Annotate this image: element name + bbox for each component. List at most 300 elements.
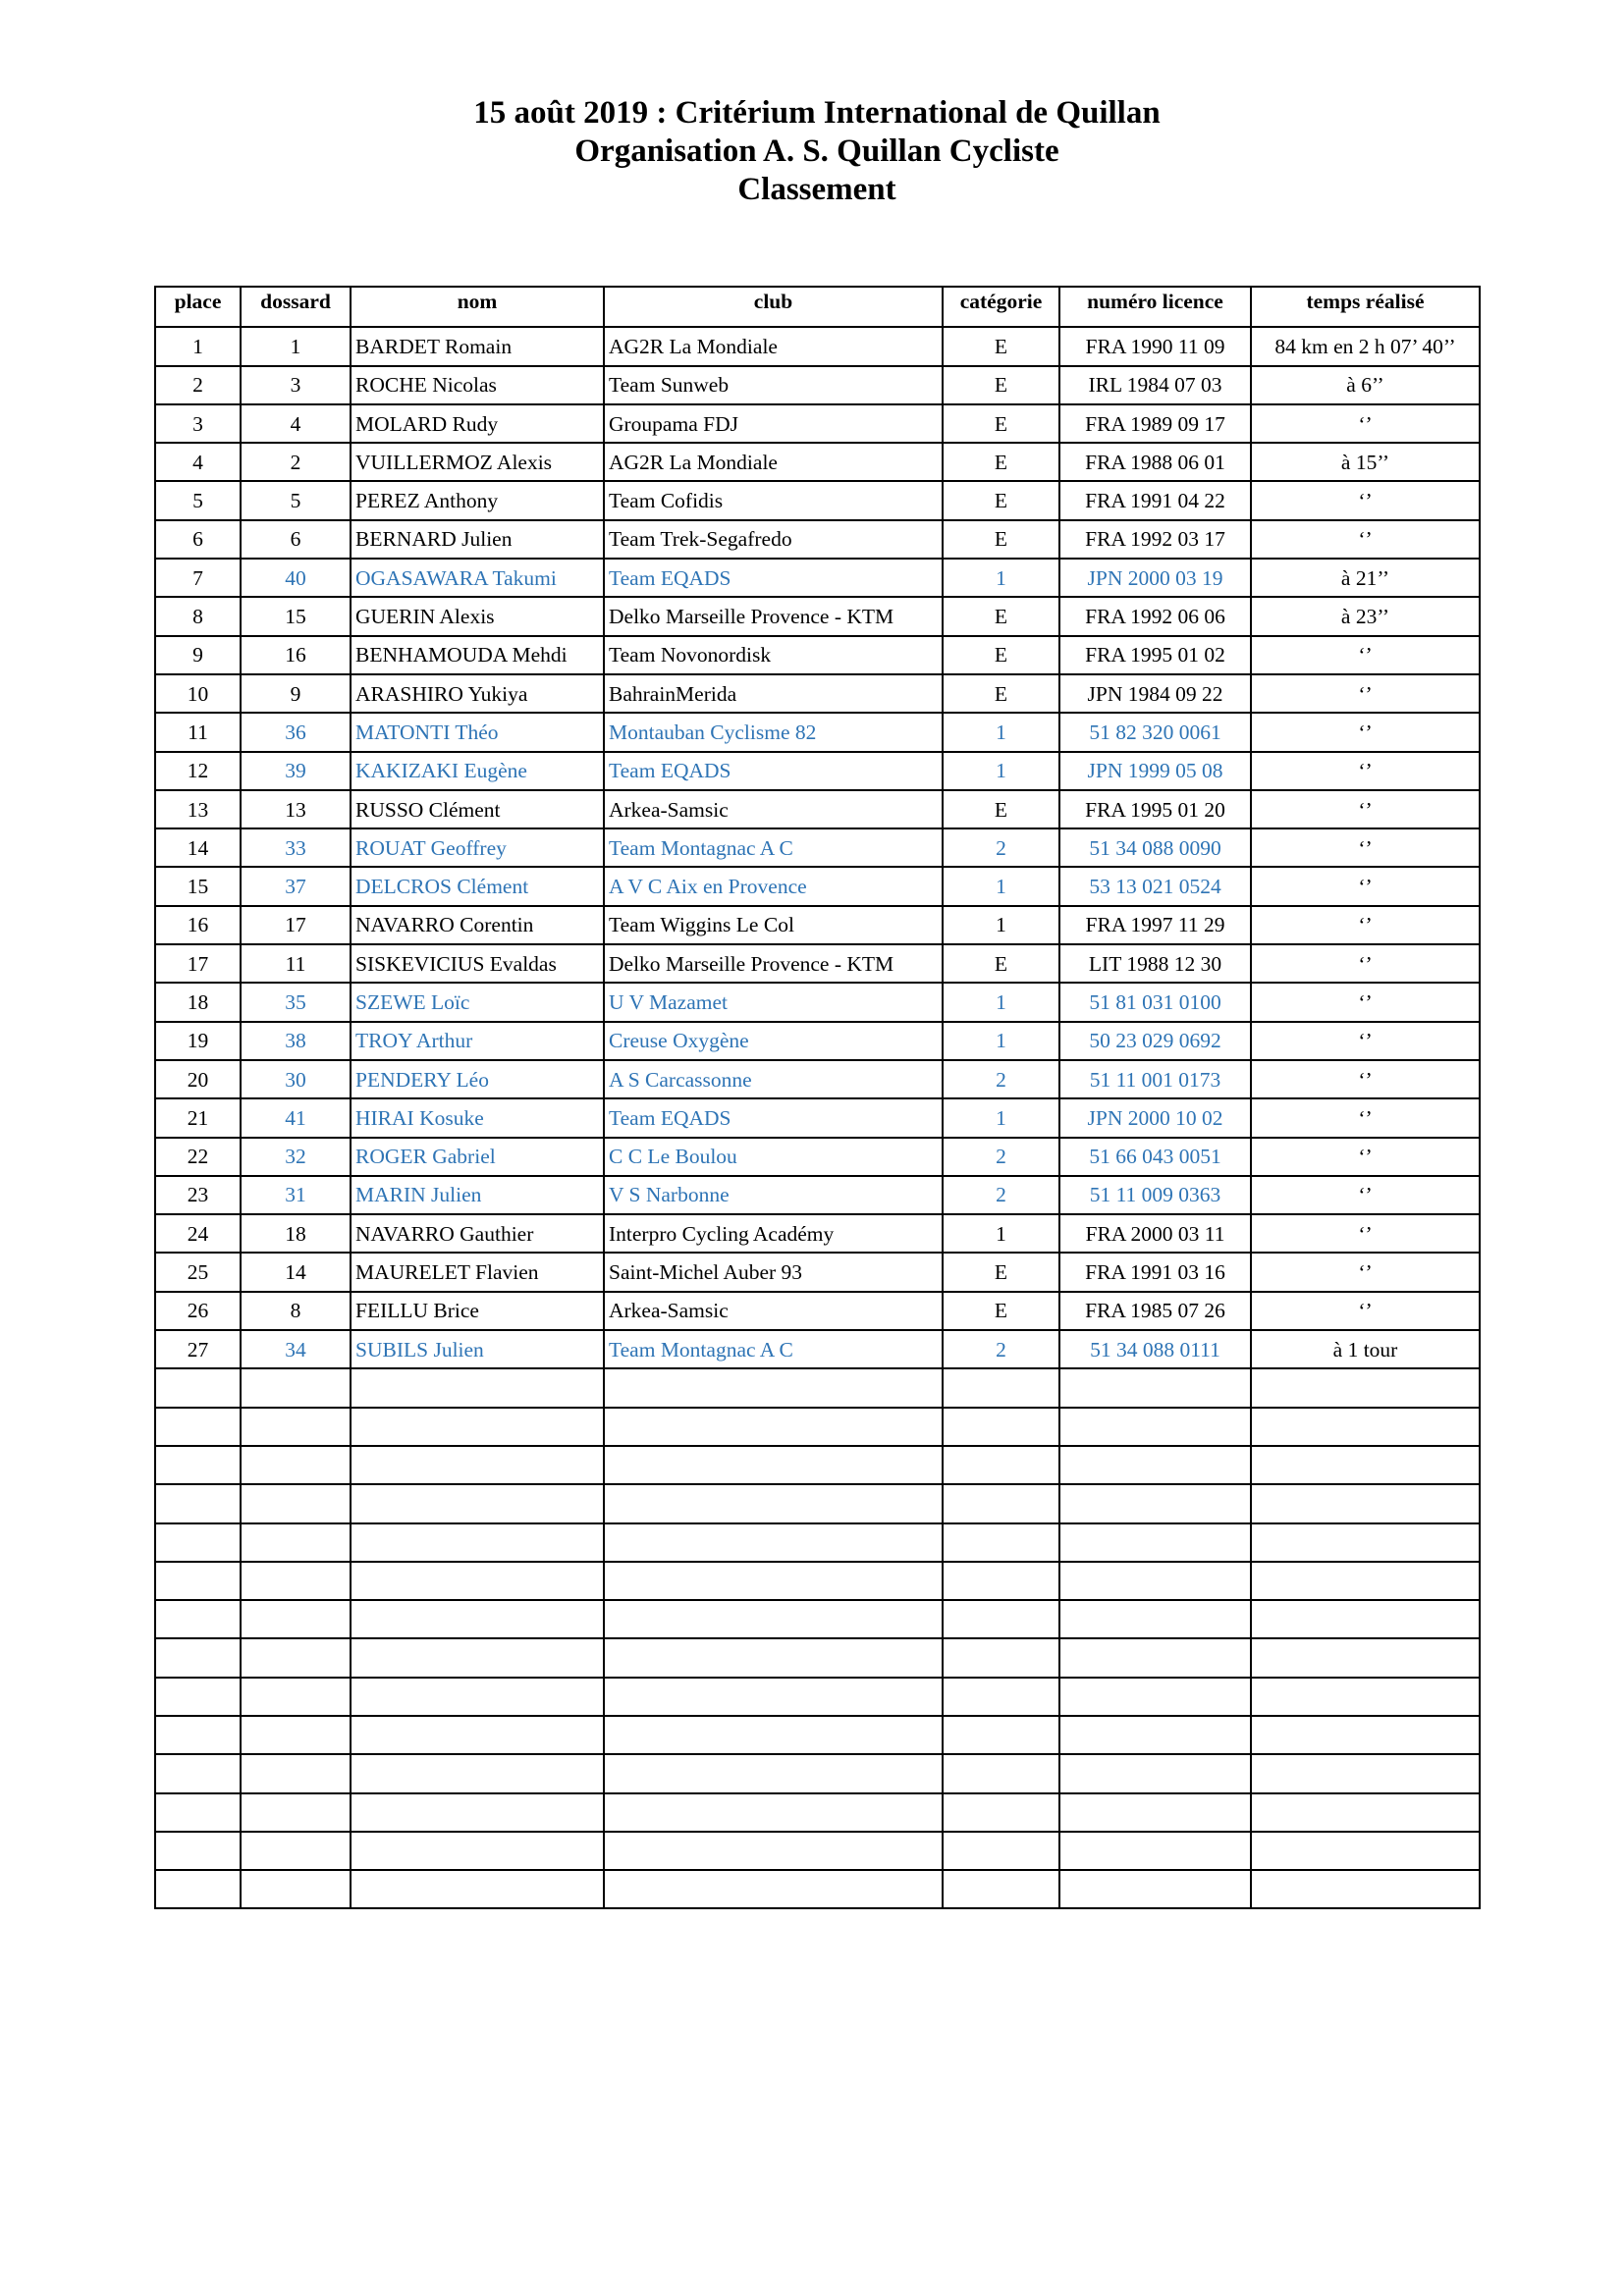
time-cell: ‘’ xyxy=(1251,674,1480,713)
club-cell: AG2R La Mondiale xyxy=(604,327,943,365)
empty-cell xyxy=(155,1870,241,1908)
dossard-cell: 41 xyxy=(241,1098,351,1137)
empty-row xyxy=(155,1870,1480,1908)
empty-cell xyxy=(155,1408,241,1446)
dossard-cell: 35 xyxy=(241,983,351,1021)
time-cell: ‘’ xyxy=(1251,636,1480,674)
time-cell: à 1 tour xyxy=(1251,1330,1480,1368)
time-cell: ‘’ xyxy=(1251,1253,1480,1291)
dossard-cell: 1 xyxy=(241,327,351,365)
rider-name-cell: MATONTI Théo xyxy=(351,713,604,751)
empty-cell xyxy=(155,1562,241,1600)
empty-cell xyxy=(1251,1678,1480,1716)
licence-cell: IRL 1984 07 03 xyxy=(1059,366,1251,404)
event-title: 15 août 2019 : Critérium International de Quillan xyxy=(473,95,1161,131)
empty-cell xyxy=(351,1562,604,1600)
place-cell: 1 xyxy=(155,327,241,365)
dossard-cell: 18 xyxy=(241,1214,351,1253)
empty-cell xyxy=(943,1446,1059,1484)
empty-row xyxy=(155,1446,1480,1484)
place-cell: 22 xyxy=(155,1138,241,1176)
table-row xyxy=(155,1176,1480,1214)
category-cell: E xyxy=(943,520,1059,559)
place-cell: 26 xyxy=(155,1292,241,1330)
empty-cell xyxy=(351,1678,604,1716)
empty-row xyxy=(155,1562,1480,1600)
rider-name-cell: ROGER Gabriel xyxy=(351,1138,604,1176)
licence-cell: 51 34 088 0090 xyxy=(1059,828,1251,867)
rider-name-cell: NAVARRO Corentin xyxy=(351,906,604,944)
table-row xyxy=(155,366,1480,404)
empty-cell xyxy=(351,1754,604,1792)
rider-name-cell: DELCROS Clément xyxy=(351,867,604,905)
rider-name-cell: OGASAWARA Takumi xyxy=(351,559,604,597)
empty-cell xyxy=(1059,1832,1251,1870)
table-row xyxy=(155,674,1480,713)
empty-cell xyxy=(1251,1870,1480,1908)
place-cell: 6 xyxy=(155,520,241,559)
empty-cell xyxy=(241,1562,351,1600)
rider-name-cell: ROUAT Geoffrey xyxy=(351,828,604,867)
club-cell: Interpro Cycling Académy xyxy=(604,1214,943,1253)
rider-name-cell: NAVARRO Gauthier xyxy=(351,1214,604,1253)
category-cell: E xyxy=(943,404,1059,443)
empty-cell xyxy=(155,1832,241,1870)
dossard-cell: 37 xyxy=(241,867,351,905)
place-cell: 17 xyxy=(155,944,241,983)
table-row xyxy=(155,944,1480,983)
licence-cell: 53 13 021 0524 xyxy=(1059,867,1251,905)
empty-cell xyxy=(604,1832,943,1870)
empty-cell xyxy=(943,1408,1059,1446)
time-cell: ‘’ xyxy=(1251,481,1480,519)
dossard-cell: 32 xyxy=(241,1138,351,1176)
licence-cell: LIT 1988 12 30 xyxy=(1059,944,1251,983)
table-row xyxy=(155,443,1480,481)
category-cell: E xyxy=(943,674,1059,713)
empty-cell xyxy=(943,1754,1059,1792)
club-cell: Montauban Cyclisme 82 xyxy=(604,713,943,751)
rider-name-cell: MAURELET Flavien xyxy=(351,1253,604,1291)
empty-cell xyxy=(1059,1408,1251,1446)
category-cell: 2 xyxy=(943,1138,1059,1176)
table-row xyxy=(155,1138,1480,1176)
col-header-place: place xyxy=(155,287,241,327)
empty-cell xyxy=(943,1562,1059,1600)
table-row xyxy=(155,752,1480,790)
results-table xyxy=(154,286,1481,1909)
dossard-cell: 38 xyxy=(241,1022,351,1060)
empty-cell xyxy=(604,1600,943,1638)
time-cell: ‘’ xyxy=(1251,790,1480,828)
table-row xyxy=(155,790,1480,828)
empty-row xyxy=(155,1408,1480,1446)
empty-row xyxy=(155,1832,1480,1870)
club-cell: Saint-Michel Auber 93 xyxy=(604,1253,943,1291)
empty-cell xyxy=(351,1368,604,1407)
empty-cell xyxy=(1059,1678,1251,1716)
time-cell: ‘’ xyxy=(1251,1098,1480,1137)
empty-cell xyxy=(155,1678,241,1716)
empty-cell xyxy=(943,1368,1059,1407)
place-cell: 23 xyxy=(155,1176,241,1214)
category-cell: 1 xyxy=(943,713,1059,751)
time-cell: ‘’ xyxy=(1251,1176,1480,1214)
club-cell: Delko Marseille Provence - KTM xyxy=(604,944,943,983)
rider-name-cell: FEILLU Brice xyxy=(351,1292,604,1330)
empty-cell xyxy=(241,1793,351,1832)
empty-cell xyxy=(351,1600,604,1638)
header-row xyxy=(155,287,1480,327)
time-cell: à 23’’ xyxy=(1251,597,1480,635)
licence-cell: JPN 1984 09 22 xyxy=(1059,674,1251,713)
club-cell: AG2R La Mondiale xyxy=(604,443,943,481)
place-cell: 7 xyxy=(155,559,241,597)
empty-cell xyxy=(241,1754,351,1792)
place-cell: 14 xyxy=(155,828,241,867)
club-cell: Arkea-Samsic xyxy=(604,790,943,828)
place-cell: 18 xyxy=(155,983,241,1021)
dossard-cell: 30 xyxy=(241,1060,351,1098)
time-cell: ‘’ xyxy=(1251,906,1480,944)
empty-cell xyxy=(604,1793,943,1832)
place-cell: 8 xyxy=(155,597,241,635)
licence-cell: 51 11 009 0363 xyxy=(1059,1176,1251,1214)
empty-row xyxy=(155,1523,1480,1562)
place-cell: 2 xyxy=(155,366,241,404)
table-row xyxy=(155,867,1480,905)
licence-cell: 51 66 043 0051 xyxy=(1059,1138,1251,1176)
dossard-cell: 9 xyxy=(241,674,351,713)
dossard-cell: 2 xyxy=(241,443,351,481)
time-cell: ‘’ xyxy=(1251,944,1480,983)
club-cell: A V C Aix en Provence xyxy=(604,867,943,905)
empty-cell xyxy=(241,1678,351,1716)
empty-cell xyxy=(351,1446,604,1484)
col-header-categorie: catégorie xyxy=(943,287,1059,327)
empty-cell xyxy=(1251,1446,1480,1484)
empty-cell xyxy=(604,1446,943,1484)
time-cell: ‘’ xyxy=(1251,828,1480,867)
category-cell: 2 xyxy=(943,1330,1059,1368)
empty-cell xyxy=(351,1523,604,1562)
empty-cell xyxy=(155,1446,241,1484)
rider-name-cell: SISKEVICIUS Evaldas xyxy=(351,944,604,983)
empty-cell xyxy=(155,1600,241,1638)
category-cell: 2 xyxy=(943,1176,1059,1214)
empty-cell xyxy=(1251,1793,1480,1832)
empty-cell xyxy=(943,1600,1059,1638)
empty-cell xyxy=(1059,1870,1251,1908)
place-cell: 5 xyxy=(155,481,241,519)
category-cell: 1 xyxy=(943,983,1059,1021)
empty-row xyxy=(155,1368,1480,1407)
club-cell: Creuse Oxygène xyxy=(604,1022,943,1060)
empty-cell xyxy=(351,1408,604,1446)
empty-cell xyxy=(155,1716,241,1754)
place-cell: 15 xyxy=(155,867,241,905)
dossard-cell: 36 xyxy=(241,713,351,751)
empty-cell xyxy=(241,1523,351,1562)
empty-row xyxy=(155,1600,1480,1638)
empty-cell xyxy=(604,1716,943,1754)
table-row xyxy=(155,1292,1480,1330)
dossard-cell: 13 xyxy=(241,790,351,828)
time-cell: 84 km en 2 h 07’ 40’’ xyxy=(1251,327,1480,365)
category-cell: E xyxy=(943,944,1059,983)
place-cell: 11 xyxy=(155,713,241,751)
rider-name-cell: RUSSO Clément xyxy=(351,790,604,828)
club-cell: BahrainMerida xyxy=(604,674,943,713)
dossard-cell: 40 xyxy=(241,559,351,597)
col-header-nom: nom xyxy=(351,287,604,327)
rider-name-cell: PENDERY Léo xyxy=(351,1060,604,1098)
category-cell: 1 xyxy=(943,752,1059,790)
category-cell: E xyxy=(943,481,1059,519)
place-cell: 4 xyxy=(155,443,241,481)
club-cell: Team Novonordisk xyxy=(604,636,943,674)
place-cell: 24 xyxy=(155,1214,241,1253)
club-cell: U V Mazamet xyxy=(604,983,943,1021)
category-cell: 1 xyxy=(943,1022,1059,1060)
rider-name-cell: SUBILS Julien xyxy=(351,1330,604,1368)
place-cell: 27 xyxy=(155,1330,241,1368)
empty-cell xyxy=(604,1754,943,1792)
empty-row xyxy=(155,1754,1480,1792)
table-row xyxy=(155,636,1480,674)
time-cell: ‘’ xyxy=(1251,713,1480,751)
time-cell: ‘’ xyxy=(1251,867,1480,905)
time-cell: ‘’ xyxy=(1251,520,1480,559)
rider-name-cell: BARDET Romain xyxy=(351,327,604,365)
club-cell: Delko Marseille Provence - KTM xyxy=(604,597,943,635)
empty-cell xyxy=(943,1523,1059,1562)
category-cell: 1 xyxy=(943,906,1059,944)
licence-cell: 51 81 031 0100 xyxy=(1059,983,1251,1021)
licence-cell: FRA 1988 06 01 xyxy=(1059,443,1251,481)
table-row xyxy=(155,1253,1480,1291)
empty-row xyxy=(155,1678,1480,1716)
empty-cell xyxy=(604,1678,943,1716)
licence-cell: FRA 1991 04 22 xyxy=(1059,481,1251,519)
empty-cell xyxy=(351,1484,604,1522)
table-row xyxy=(155,713,1480,751)
rider-name-cell: BERNARD Julien xyxy=(351,520,604,559)
empty-cell xyxy=(943,1870,1059,1908)
club-cell: Team Sunweb xyxy=(604,366,943,404)
category-cell: 1 xyxy=(943,867,1059,905)
document-header xyxy=(0,94,1624,209)
empty-cell xyxy=(604,1523,943,1562)
empty-cell xyxy=(1251,1754,1480,1792)
rider-name-cell: ROCHE Nicolas xyxy=(351,366,604,404)
table-row xyxy=(155,327,1480,365)
col-header-club: club xyxy=(604,287,943,327)
club-cell: Arkea-Samsic xyxy=(604,1292,943,1330)
club-cell: Team EQADS xyxy=(604,559,943,597)
time-cell: ‘’ xyxy=(1251,1060,1480,1098)
empty-cell xyxy=(1251,1484,1480,1522)
club-cell: Team Wiggins Le Col xyxy=(604,906,943,944)
col-header-dossard: dossard xyxy=(241,287,351,327)
empty-cell xyxy=(241,1870,351,1908)
rider-name-cell: TROY Arthur xyxy=(351,1022,604,1060)
licence-cell: FRA 2000 03 11 xyxy=(1059,1214,1251,1253)
place-cell: 20 xyxy=(155,1060,241,1098)
col-header-temps: temps réalisé xyxy=(1251,287,1480,327)
club-cell: V S Narbonne xyxy=(604,1176,943,1214)
place-cell: 10 xyxy=(155,674,241,713)
time-cell: à 15’’ xyxy=(1251,443,1480,481)
empty-cell xyxy=(604,1484,943,1522)
table-row xyxy=(155,1060,1480,1098)
empty-cell xyxy=(604,1562,943,1600)
time-cell: ‘’ xyxy=(1251,1138,1480,1176)
category-cell: 2 xyxy=(943,828,1059,867)
time-cell: à 6’’ xyxy=(1251,366,1480,404)
place-cell: 3 xyxy=(155,404,241,443)
empty-cell xyxy=(241,1368,351,1407)
empty-row xyxy=(155,1638,1480,1677)
ranking-title: Classement xyxy=(737,172,896,207)
category-cell: E xyxy=(943,597,1059,635)
rider-name-cell: BENHAMOUDA Mehdi xyxy=(351,636,604,674)
empty-cell xyxy=(1251,1832,1480,1870)
dossard-cell: 14 xyxy=(241,1253,351,1291)
licence-cell: 50 23 029 0692 xyxy=(1059,1022,1251,1060)
licence-cell: FRA 1985 07 26 xyxy=(1059,1292,1251,1330)
category-cell: E xyxy=(943,443,1059,481)
empty-cell xyxy=(241,1446,351,1484)
empty-cell xyxy=(241,1408,351,1446)
time-cell: ‘’ xyxy=(1251,983,1480,1021)
licence-cell: JPN 2000 10 02 xyxy=(1059,1098,1251,1137)
table-row xyxy=(155,906,1480,944)
rider-name-cell: PEREZ Anthony xyxy=(351,481,604,519)
table-row xyxy=(155,481,1480,519)
dossard-cell: 31 xyxy=(241,1176,351,1214)
licence-cell: JPN 1999 05 08 xyxy=(1059,752,1251,790)
dossard-cell: 33 xyxy=(241,828,351,867)
place-cell: 21 xyxy=(155,1098,241,1137)
category-cell: 2 xyxy=(943,1060,1059,1098)
licence-cell: 51 82 320 0061 xyxy=(1059,713,1251,751)
club-cell: Groupama FDJ xyxy=(604,404,943,443)
empty-cell xyxy=(1059,1368,1251,1407)
time-cell: ‘’ xyxy=(1251,1292,1480,1330)
results-body xyxy=(155,327,1480,1908)
empty-cell xyxy=(604,1368,943,1407)
empty-cell xyxy=(1059,1484,1251,1522)
empty-cell xyxy=(943,1678,1059,1716)
licence-cell: FRA 1989 09 17 xyxy=(1059,404,1251,443)
table-row xyxy=(155,404,1480,443)
empty-cell xyxy=(155,1638,241,1677)
empty-cell xyxy=(1251,1523,1480,1562)
empty-cell xyxy=(943,1484,1059,1522)
dossard-cell: 8 xyxy=(241,1292,351,1330)
empty-cell xyxy=(351,1716,604,1754)
empty-cell xyxy=(1059,1600,1251,1638)
licence-cell: 51 34 088 0111 xyxy=(1059,1330,1251,1368)
club-cell: A S Carcassonne xyxy=(604,1060,943,1098)
empty-cell xyxy=(604,1638,943,1677)
place-cell: 13 xyxy=(155,790,241,828)
category-cell: E xyxy=(943,1292,1059,1330)
empty-cell xyxy=(1059,1523,1251,1562)
table-row xyxy=(155,520,1480,559)
empty-cell xyxy=(155,1368,241,1407)
empty-row xyxy=(155,1484,1480,1522)
empty-cell xyxy=(1251,1716,1480,1754)
table-row xyxy=(155,1330,1480,1368)
empty-cell xyxy=(351,1832,604,1870)
table-row xyxy=(155,828,1480,867)
time-cell: ‘’ xyxy=(1251,752,1480,790)
licence-cell: FRA 1995 01 20 xyxy=(1059,790,1251,828)
club-cell: Team Cofidis xyxy=(604,481,943,519)
licence-cell: JPN 2000 03 19 xyxy=(1059,559,1251,597)
empty-cell xyxy=(351,1793,604,1832)
rider-name-cell: MARIN Julien xyxy=(351,1176,604,1214)
category-cell: 1 xyxy=(943,1214,1059,1253)
licence-cell: FRA 1991 03 16 xyxy=(1059,1253,1251,1291)
place-cell: 25 xyxy=(155,1253,241,1291)
category-cell: E xyxy=(943,636,1059,674)
dossard-cell: 5 xyxy=(241,481,351,519)
empty-cell xyxy=(943,1793,1059,1832)
time-cell: ‘’ xyxy=(1251,404,1480,443)
empty-cell xyxy=(1059,1638,1251,1677)
col-header-licence: numéro licence xyxy=(1059,287,1251,327)
time-cell: à 21’’ xyxy=(1251,559,1480,597)
club-cell: Team EQADS xyxy=(604,752,943,790)
empty-cell xyxy=(943,1716,1059,1754)
empty-cell xyxy=(1251,1408,1480,1446)
licence-cell: 51 11 001 0173 xyxy=(1059,1060,1251,1098)
empty-cell xyxy=(1059,1793,1251,1832)
table-row xyxy=(155,597,1480,635)
licence-cell: FRA 1992 03 17 xyxy=(1059,520,1251,559)
place-cell: 9 xyxy=(155,636,241,674)
table-row xyxy=(155,1022,1480,1060)
dossard-cell: 15 xyxy=(241,597,351,635)
empty-cell xyxy=(241,1716,351,1754)
dossard-cell: 6 xyxy=(241,520,351,559)
time-cell: ‘’ xyxy=(1251,1214,1480,1253)
empty-cell xyxy=(943,1832,1059,1870)
empty-cell xyxy=(241,1638,351,1677)
time-cell: ‘’ xyxy=(1251,1022,1480,1060)
empty-cell xyxy=(943,1638,1059,1677)
empty-cell xyxy=(241,1484,351,1522)
licence-cell: FRA 1990 11 09 xyxy=(1059,327,1251,365)
club-cell: Team EQADS xyxy=(604,1098,943,1137)
rider-name-cell: KAKIZAKI Eugène xyxy=(351,752,604,790)
table-row xyxy=(155,559,1480,597)
dossard-cell: 4 xyxy=(241,404,351,443)
empty-cell xyxy=(1251,1368,1480,1407)
dossard-cell: 34 xyxy=(241,1330,351,1368)
category-cell: E xyxy=(943,790,1059,828)
club-cell: C C Le Boulou xyxy=(604,1138,943,1176)
empty-cell xyxy=(1059,1716,1251,1754)
empty-cell xyxy=(155,1754,241,1792)
club-cell: Team Montagnac A C xyxy=(604,1330,943,1368)
rider-name-cell: SZEWE Loïc xyxy=(351,983,604,1021)
empty-cell xyxy=(155,1793,241,1832)
place-cell: 12 xyxy=(155,752,241,790)
